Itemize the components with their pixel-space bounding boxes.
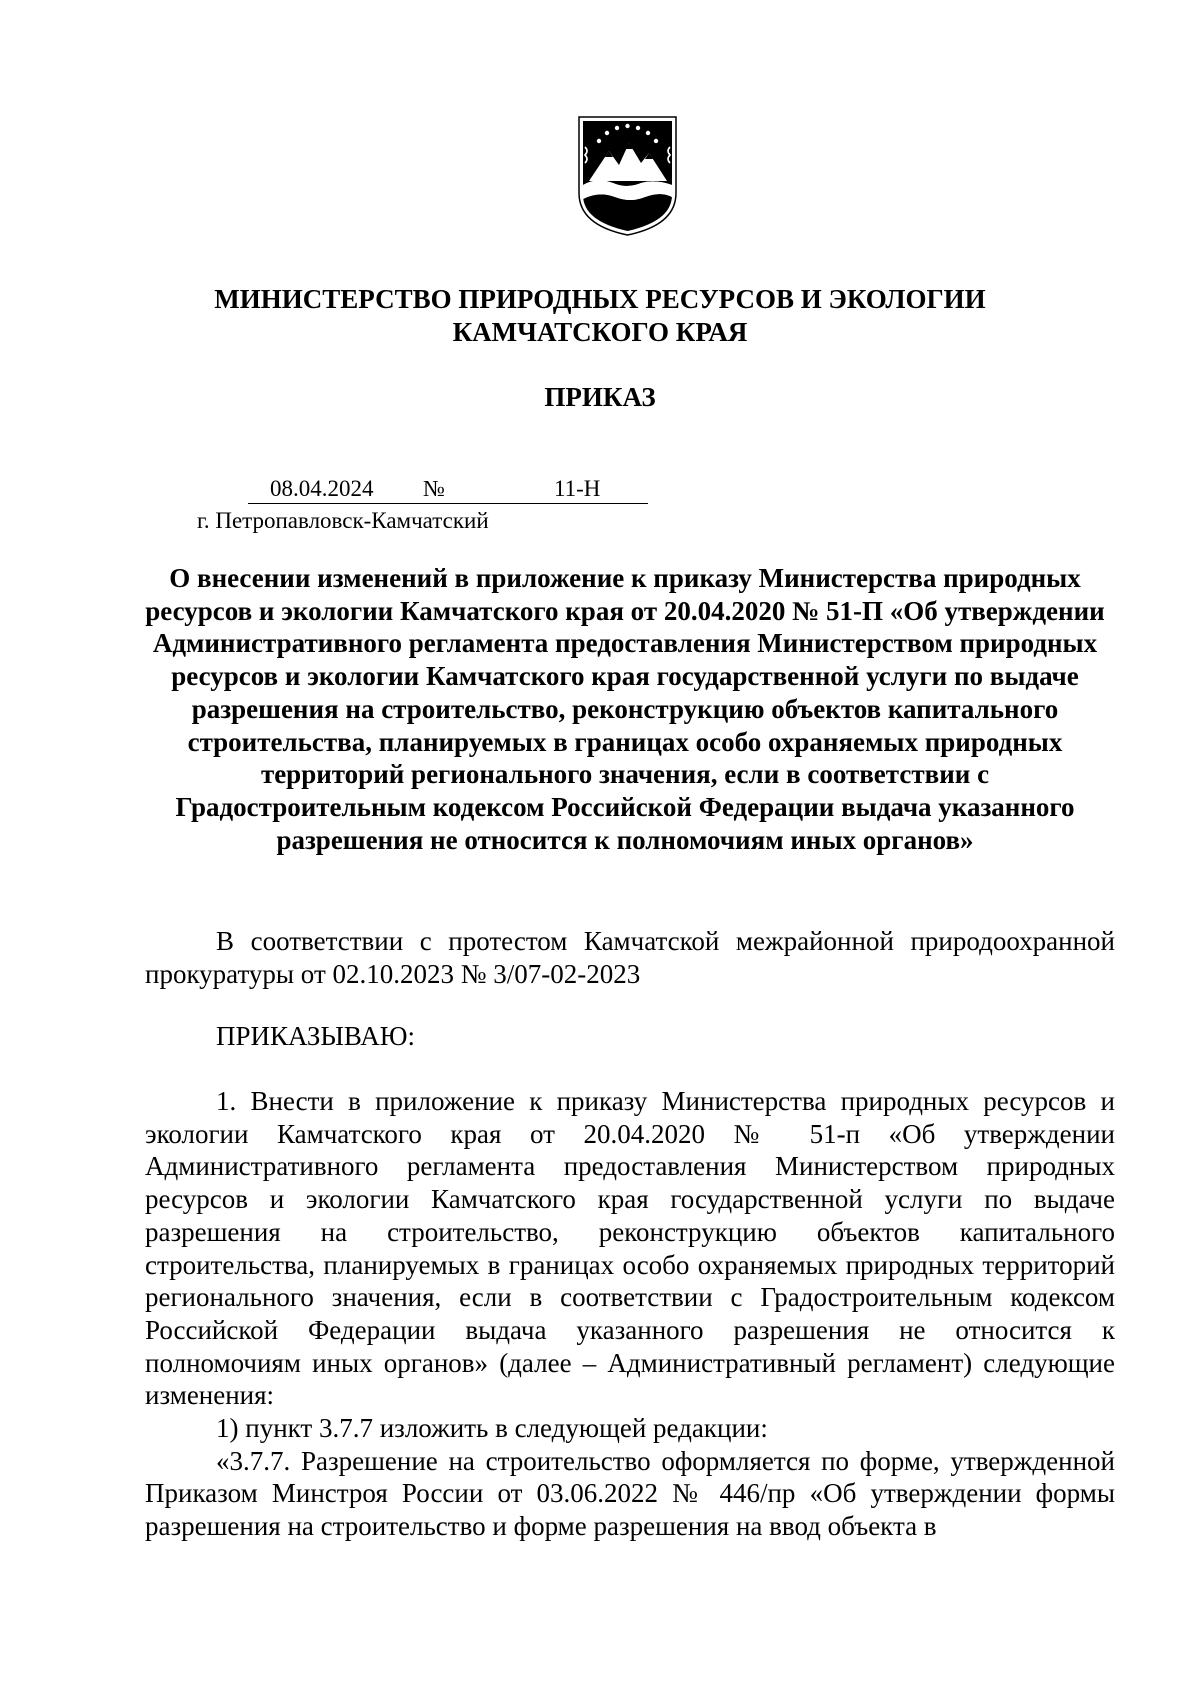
- document-number: 11-Н: [554, 476, 601, 501]
- document-type-title: ПРИКАЗ: [544, 382, 656, 412]
- basis-text: В соответствии с протестом Камчатской межрайонной природоохранной прокуратуры от 02.10.2023 № 3/07-02-2023: [145, 926, 1115, 989]
- item-1-paragraph: 1. Внести в приложение к приказу Министерства природных ресурсов и экологии Камчатского края от 20.04.2020 № 51-п «Об утверждении Административного регламента предоставления Министерством природных ресурсов и экологии Камчатского края государственной услуги по выдаче разрешения на строительство, реконструкцию объектов капитального строительства, планируемых в границах особо охраняемых природных территорий регионального значения, если в соответствии с Градостроительным кодексом Российской Федерации выдача указанного разрешения не относится к полномочиям иных органов» (далее – Административный регламент) следующие изменения:: [145, 1086, 1115, 1411]
- document-subject: О внесении изменений в приложение к приказу Министерства природных ресурсов и экологии Камчатского края от 20.04.2020 № 51-П «Об утверждении Административного регламента предоставления Министерством природных ресурсов и экологии Камчатского края государственной услуги по выдаче разрешения на строительство, реконструкцию объектов капитального строительства, планируемых в границах особо охраняемых природных территорий регионального значения, если в соответствии с Градостроительным кодексом Российской Федерации выдача указанного разрешения не относится к полномочиям иных органов»: [145, 563, 1105, 855]
- sub-item-1-paragraph: 1) пункт 3.7.7 изложить в следующей редакции:: [216, 1413, 768, 1444]
- date-number-line: [248, 475, 648, 504]
- order-word: ПРИКАЗЫВАЮ:: [216, 1021, 415, 1051]
- city-name: г. Петропавловск-Камчатский: [197, 508, 489, 533]
- basis-paragraph: [145, 925, 1115, 990]
- order-items: [145, 1085, 1115, 1543]
- number-sign: №: [423, 476, 445, 501]
- quoted-amendment-paragraph: «3.7.7. Разрешение на строительство оформляется по форме, утвержденной Приказом Минстроя России от 03.06.2022 № 446/пр «Об утверждении формы разрешения на строительство и форме разрешения на ввод объекта в: [145, 1445, 1115, 1542]
- document-date: 08.04.2024: [270, 476, 374, 501]
- kamchatka-coat-of-arms-icon: [575, 113, 680, 238]
- ministry-name-line2: КАМЧАТСКОГО КРАЯ: [452, 317, 748, 347]
- ministry-name-line1: МИНИСТЕРСТВО ПРИРОДНЫХ РЕСУРСОВ И ЭКОЛОГИИ: [214, 284, 986, 314]
- order-word-block: [145, 1020, 1115, 1053]
